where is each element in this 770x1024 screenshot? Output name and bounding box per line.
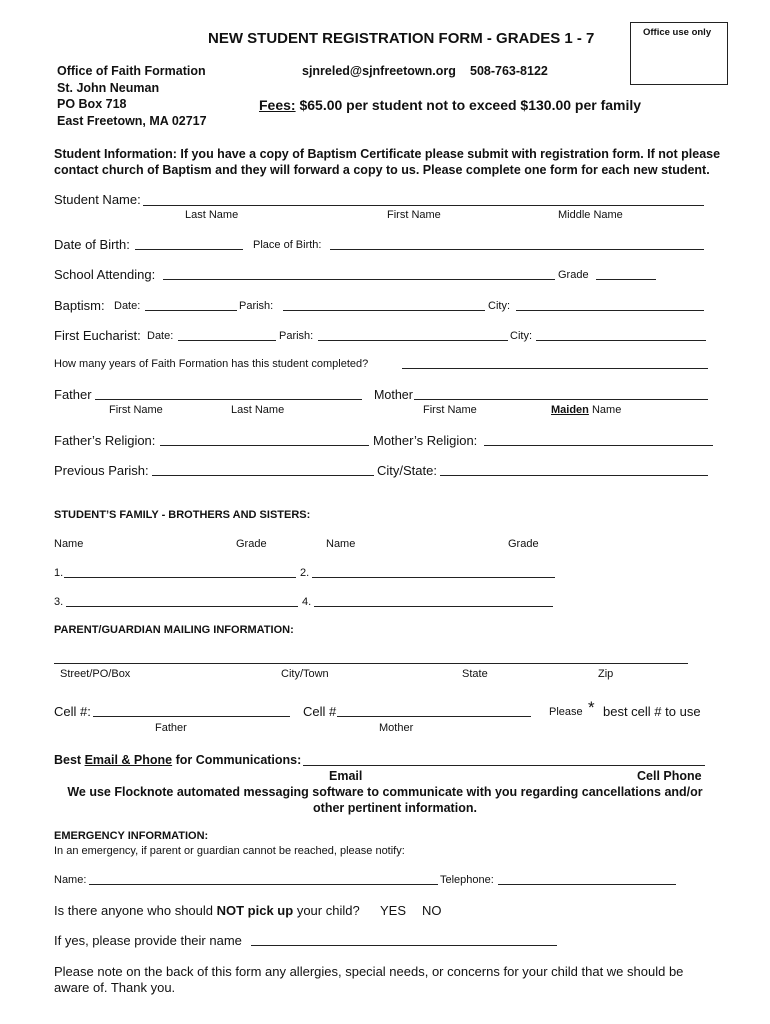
eucharist-parish-field[interactable] [318,340,508,341]
fathers-religion-field[interactable] [160,445,369,446]
dob-label: Date of Birth: [54,237,130,252]
mother-label: Mother [374,388,413,402]
best-email-phone: Email & Phone [84,753,173,767]
sibling-4-field[interactable] [314,606,553,607]
eucharist-date-field[interactable] [178,340,276,341]
baptism-parish-field[interactable] [283,310,485,311]
if-yes-label: If yes, please provide their name [54,933,242,948]
for-communications: for Communications: [175,753,302,767]
family-heading: STUDENT’S FAMILY - BROTHERS AND SISTERS: [54,509,311,521]
if-yes-name-field[interactable] [251,945,557,946]
city-state-field[interactable] [440,475,708,476]
sibling-name-header-2: Name [326,538,356,550]
pob-label: Place of Birth: [253,239,322,251]
pob-field[interactable] [330,249,704,250]
sibling-2-num: 2. [300,567,310,579]
eucharist-city-label: City: [510,330,532,342]
emergency-text: In an emergency, if parent or guardian cannot be reached, please notify: [54,845,405,857]
office-use-label: Office use only [643,27,712,38]
sibling-grade-header-2: Grade [508,538,539,550]
last-name-caption: Last Name [185,209,239,221]
baptism-city-field[interactable] [516,310,704,311]
eucharist-date-label: Date: [147,330,174,342]
fathers-religion-label: Father’s Religion: [54,433,156,448]
fees-text: $65.00 per student not to exceed $130.00 per family [299,97,642,113]
best-email-field[interactable] [303,765,705,766]
sibling-1-field[interactable] [64,577,296,578]
emergency-heading: EMERGENCY INFORMATION: [54,830,209,842]
mother-maiden-caption [551,404,621,416]
baptism-label: Baptism: [54,298,105,313]
emergency-name-label: Name: [54,874,87,886]
sibling-1-num: 1. [54,567,64,579]
pickup-bold: NOT pick up [216,903,294,918]
years-question: How many years of Faith Formation has this student completed? [54,358,369,370]
state-caption: State [462,668,488,680]
pickup-post: your child? [296,903,360,918]
father-last-caption: Last Name [231,404,285,416]
pickup-no[interactable]: NO [422,903,442,918]
flocknote-line-1: We use Flocknote automated messaging software to communicate with you regarding cancellations and/or [67,785,703,799]
father-cell-caption: Father [155,722,187,734]
sibling-name-header-1: Name [54,538,84,550]
note-line-2: aware of. Thank you. [54,980,176,995]
sibling-3-num: 3. [54,596,64,608]
best-email-label [54,753,301,767]
fees-line [259,97,641,113]
sibling-3-field[interactable] [66,606,298,607]
sibling-grade-header-1: Grade [236,538,267,550]
office-use-box [630,22,728,85]
mothers-religion-label: Mother’s Religion: [373,433,478,448]
sibling-2-field[interactable] [312,577,555,578]
eucharist-parish-label: Parish: [279,330,314,342]
pickup-yes[interactable]: YES [380,903,407,918]
address-line-1: Office of Faith Formation [57,64,206,78]
previous-parish-field[interactable] [152,475,374,476]
eucharist-city-field[interactable] [536,340,706,341]
city-town-caption: City/Town [281,668,329,680]
contact-email: sjnreled@sjnfreetown.org [302,64,456,78]
email-caption: Email [329,769,363,783]
cell-phone-caption: Cell Phone [637,769,702,783]
dob-field[interactable] [135,249,243,250]
best-cell-note: best cell # to use [603,704,701,719]
mother-cell-label: Cell # [303,704,337,719]
fees-label: Fees: [259,97,296,113]
father-cell-label: Cell #: [54,704,91,719]
please-label: Please [549,706,583,718]
pickup-question [54,903,360,918]
flocknote-line-2: other pertinent information. [313,801,477,815]
middle-name-caption: Middle Name [558,209,623,221]
city-state-label: City/State: [377,463,437,478]
mother-first-caption: First Name [423,404,477,416]
years-field[interactable] [402,368,708,369]
maiden-word: Maiden [551,404,589,416]
school-field[interactable] [163,279,555,280]
father-cell-field[interactable] [93,716,290,717]
intro-line-2: contact church of Baptism and they will forward a copy to us. Please complete one form for each new student. [54,163,710,177]
student-name-field[interactable] [143,205,704,206]
pickup-pre: Is there anyone who should [54,903,213,918]
baptism-parish-label: Parish: [239,300,274,312]
mailing-address-field[interactable] [54,663,688,664]
student-name-label: Student Name: [54,192,141,207]
mother-cell-field[interactable] [337,716,531,717]
mothers-religion-field[interactable] [484,445,713,446]
first-name-caption: First Name [387,209,441,221]
address-line-4: East Freetown, MA 02717 [57,114,207,128]
baptism-date-field[interactable] [145,310,237,311]
note-line-1: Please note on the back of this form any allergies, special needs, or concerns for your child that we should be [54,964,684,979]
mother-field[interactable] [414,399,708,400]
previous-parish-label: Previous Parish: [54,463,149,478]
mother-cell-caption: Mother [379,722,414,734]
baptism-date-label: Date: [114,300,141,312]
address-line-3: PO Box 718 [57,97,127,111]
contact-phone: 508-763-8122 [470,64,548,78]
emergency-telephone-field[interactable] [498,884,676,885]
sibling-4-num: 4. [302,596,312,608]
form-title: NEW STUDENT REGISTRATION FORM - GRADES 1 - 7 [208,30,595,47]
emergency-name-field[interactable] [89,884,438,885]
baptism-city-label: City: [488,300,510,312]
school-label: School Attending: [54,267,156,282]
father-label: Father [54,387,92,402]
zip-caption: Zip [598,668,614,680]
grade-label: Grade [558,269,589,281]
street-caption: Street/PO/Box [60,668,131,680]
emergency-telephone-label: Telephone: [440,874,494,886]
mailing-heading: PARENT/GUARDIAN MAILING INFORMATION: [54,624,294,636]
address-line-2: St. John Neuman [57,81,160,95]
father-field[interactable] [95,399,362,400]
eucharist-label: First Eucharist: [54,328,141,343]
father-first-caption: First Name [109,404,163,416]
maiden-name-word: Name [591,404,622,416]
intro-line-1: Student Information: If you have a copy of Baptism Certificate please submit with registration form. If not please [54,147,721,161]
grade-field[interactable] [596,279,656,280]
best-prefix: Best [54,753,82,767]
asterisk-mark: * [588,698,595,717]
